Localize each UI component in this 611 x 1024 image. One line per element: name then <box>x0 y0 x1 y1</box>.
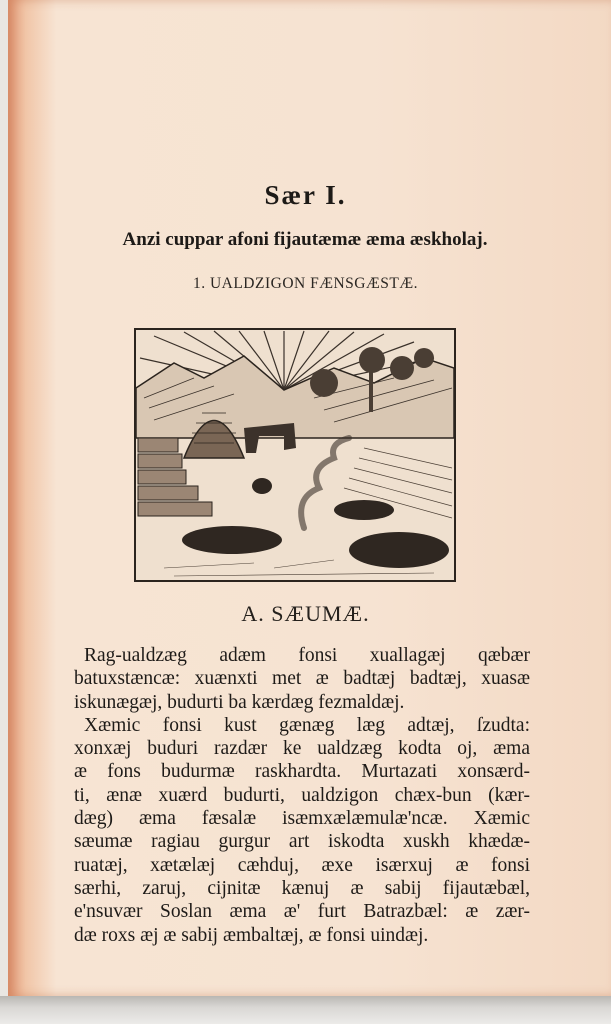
story-heading: A. SÆUMÆ. <box>241 601 370 626</box>
text-line: dæ roxs æj æ sabij æmbaltæj, æ fonsi uindæj. <box>74 924 429 946</box>
section-heading: 1. UALDZIGON FÆNSGÆSTÆ. <box>192 275 419 292</box>
page-edge <box>0 996 611 1024</box>
text-line: ti, ænæ xuærd budurti, ualdzigon chæx-bun (kær- <box>74 784 530 806</box>
text-line: særhi, zaruj, cijnitæ kænuj æ sabij fijautæbæl, <box>74 877 530 899</box>
text-line: sæumæ ragiau gurgur art iskodta xuskh khædæ- <box>74 831 530 853</box>
chapter-subtitle: Anzi cuppar afoni fijautæmæ æma æskholaj. <box>122 229 488 250</box>
text-line: dæg) æma fæsalæ isæmxælæmulæ'ncæ. Xæmic <box>74 808 530 830</box>
text-line: xonxæj buduri razdær ke ualdzæg kodta oj, æma <box>74 738 530 760</box>
body-text <box>74 644 530 947</box>
text-line: Rag-ualdzæg adæm fonsi xuallagæj qæbær <box>84 645 530 666</box>
chapter-heading: Sær I. <box>264 180 347 210</box>
text-line: e'nsuvær Soslan æma æ' furt Batrazbæl: æ zær- <box>74 901 530 923</box>
woodcut-illustration <box>134 328 456 582</box>
text-line: Xæmic fonsi kust gænæg læg adtæj, ſzudta: <box>84 714 530 736</box>
text-line: iskunægæj, budurti ba kærdæg fezmaldæj. <box>74 691 405 713</box>
text-line: batuxstæncæ: xuænxti met æ badtæj badtæj, xuasæ <box>74 668 530 690</box>
text-line: æ fons budurmæ raskhardta. Murtazati xonsærd- <box>74 761 530 783</box>
text-line: ruatæj, xætælæj cæhduj, æxe isærxuj æ fonsi <box>74 854 530 876</box>
